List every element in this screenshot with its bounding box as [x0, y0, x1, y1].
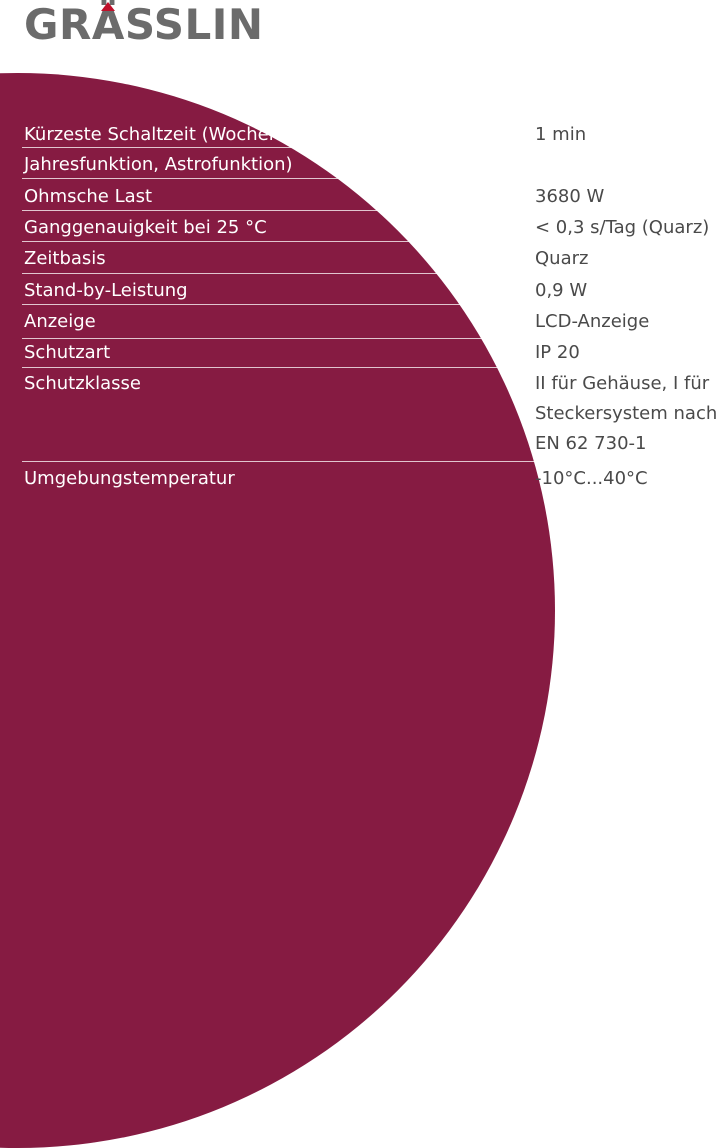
spec-value: 0,9 W [535, 280, 588, 301]
spec-label: Stand-by-Leistung [24, 280, 188, 301]
spec-value: LCD-Anzeige [535, 311, 650, 332]
spec-value: < 0,3 s/Tag (Quarz) [535, 217, 710, 238]
spec-divider [22, 461, 708, 462]
spec-divider [22, 273, 708, 274]
spec-value: Steckersystem nach [535, 403, 718, 424]
logo-text: GRÄ SSLIN [24, 0, 264, 49]
spec-value: Quarz [535, 248, 589, 269]
spec-divider [22, 338, 708, 339]
spec-label: Schutzart [24, 342, 111, 363]
spec-label: Ganggenauigkeit bei 25 °C [24, 217, 267, 238]
spec-label: Schutzklasse [24, 373, 141, 394]
spec-label: Kürzeste Schaltzeit (Wochenfunktion, [24, 124, 360, 145]
spec-label: Umgebungstemperatur [24, 468, 235, 489]
spec-value: -10°C...40°C [535, 468, 648, 489]
spec-value: 3680 W [535, 186, 605, 207]
spec-label: Jahresfunktion, Astrofunktion) [24, 154, 293, 175]
spec-label: Zeitbasis [24, 248, 106, 269]
spec-value: II für Gehäuse, I für [535, 373, 710, 394]
spec-value: IP 20 [535, 342, 580, 363]
spec-label: Ohmsche Last [24, 186, 153, 207]
spec-divider [22, 367, 708, 368]
spec-value: EN 62 730-1 [535, 433, 647, 454]
spec-value: 1 min [535, 124, 587, 145]
spec-label: Anzeige [24, 311, 96, 332]
